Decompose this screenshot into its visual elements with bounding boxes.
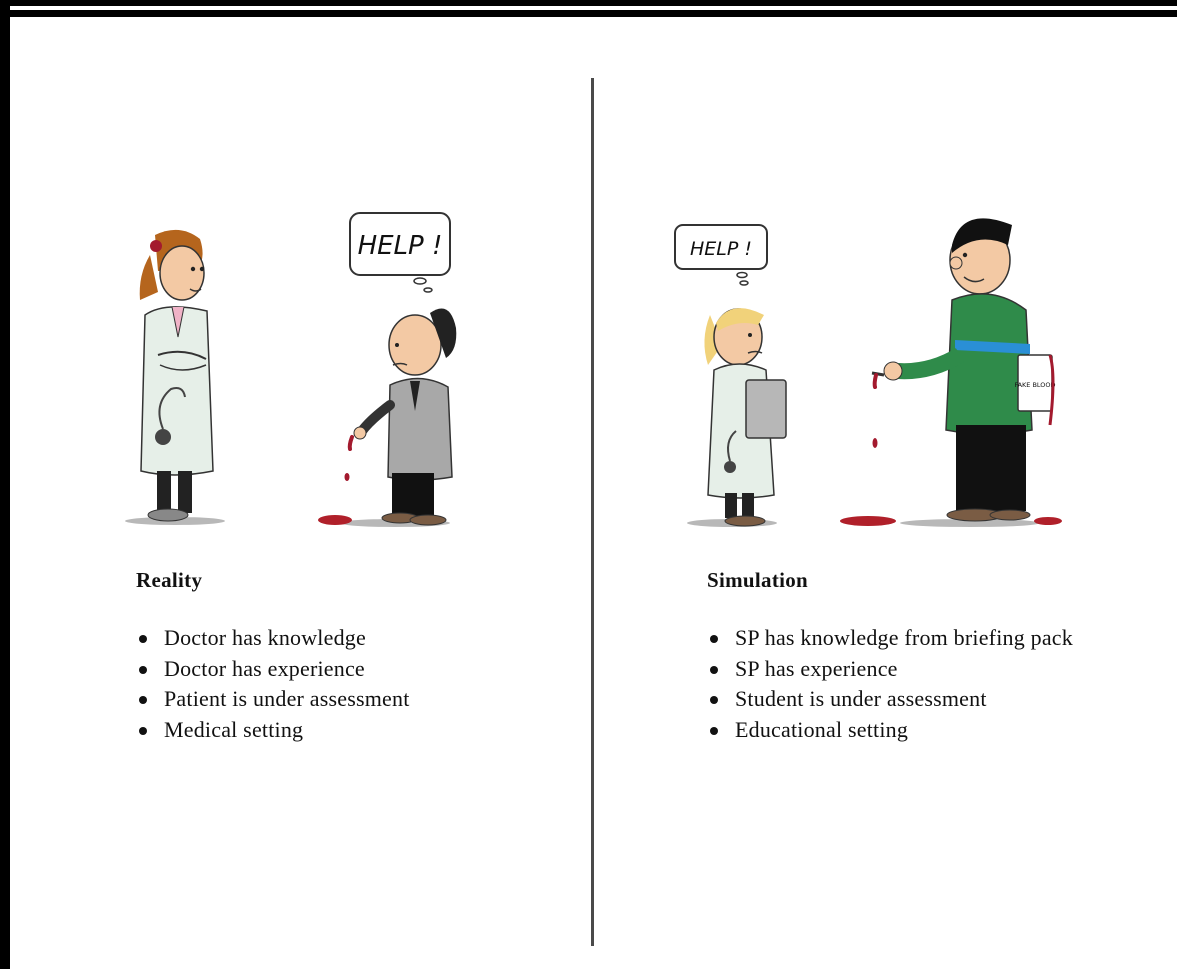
- reality-heading: Reality: [136, 568, 203, 592]
- svg-text:FAKE BLOOD: FAKE BLOOD: [1014, 381, 1056, 389]
- reality-illustration: [110, 205, 480, 535]
- reality-list: [136, 623, 410, 745]
- list-item: SP has knowledge from briefing pack: [707, 623, 1073, 654]
- sp-figure: [840, 218, 1062, 526]
- list-item: Doctor has experience: [136, 654, 410, 685]
- svg-text:HELP !: HELP !: [690, 238, 752, 260]
- list-item: Student is under assessment: [707, 684, 1073, 715]
- list-item: Medical setting: [136, 715, 410, 746]
- patient-figure: [318, 308, 456, 525]
- column-divider: [591, 78, 594, 946]
- speech-bubble: [675, 225, 767, 285]
- simulation-illustration: [670, 205, 1070, 535]
- list-item: SP has experience: [707, 654, 1073, 685]
- doctor-figure: [140, 230, 213, 521]
- list-item: Patient is under assessment: [136, 684, 410, 715]
- list-item: Doctor has knowledge: [136, 623, 410, 654]
- frame-left-border: [0, 0, 10, 969]
- student-figure: [704, 308, 786, 526]
- simulation-list: [707, 623, 1073, 745]
- svg-text:HELP !: HELP !: [357, 231, 443, 261]
- simulation-heading: Simulation: [707, 568, 809, 592]
- speech-bubble: [350, 213, 450, 292]
- frame-top-inner-border: [10, 10, 1177, 17]
- list-item: Educational setting: [707, 715, 1073, 746]
